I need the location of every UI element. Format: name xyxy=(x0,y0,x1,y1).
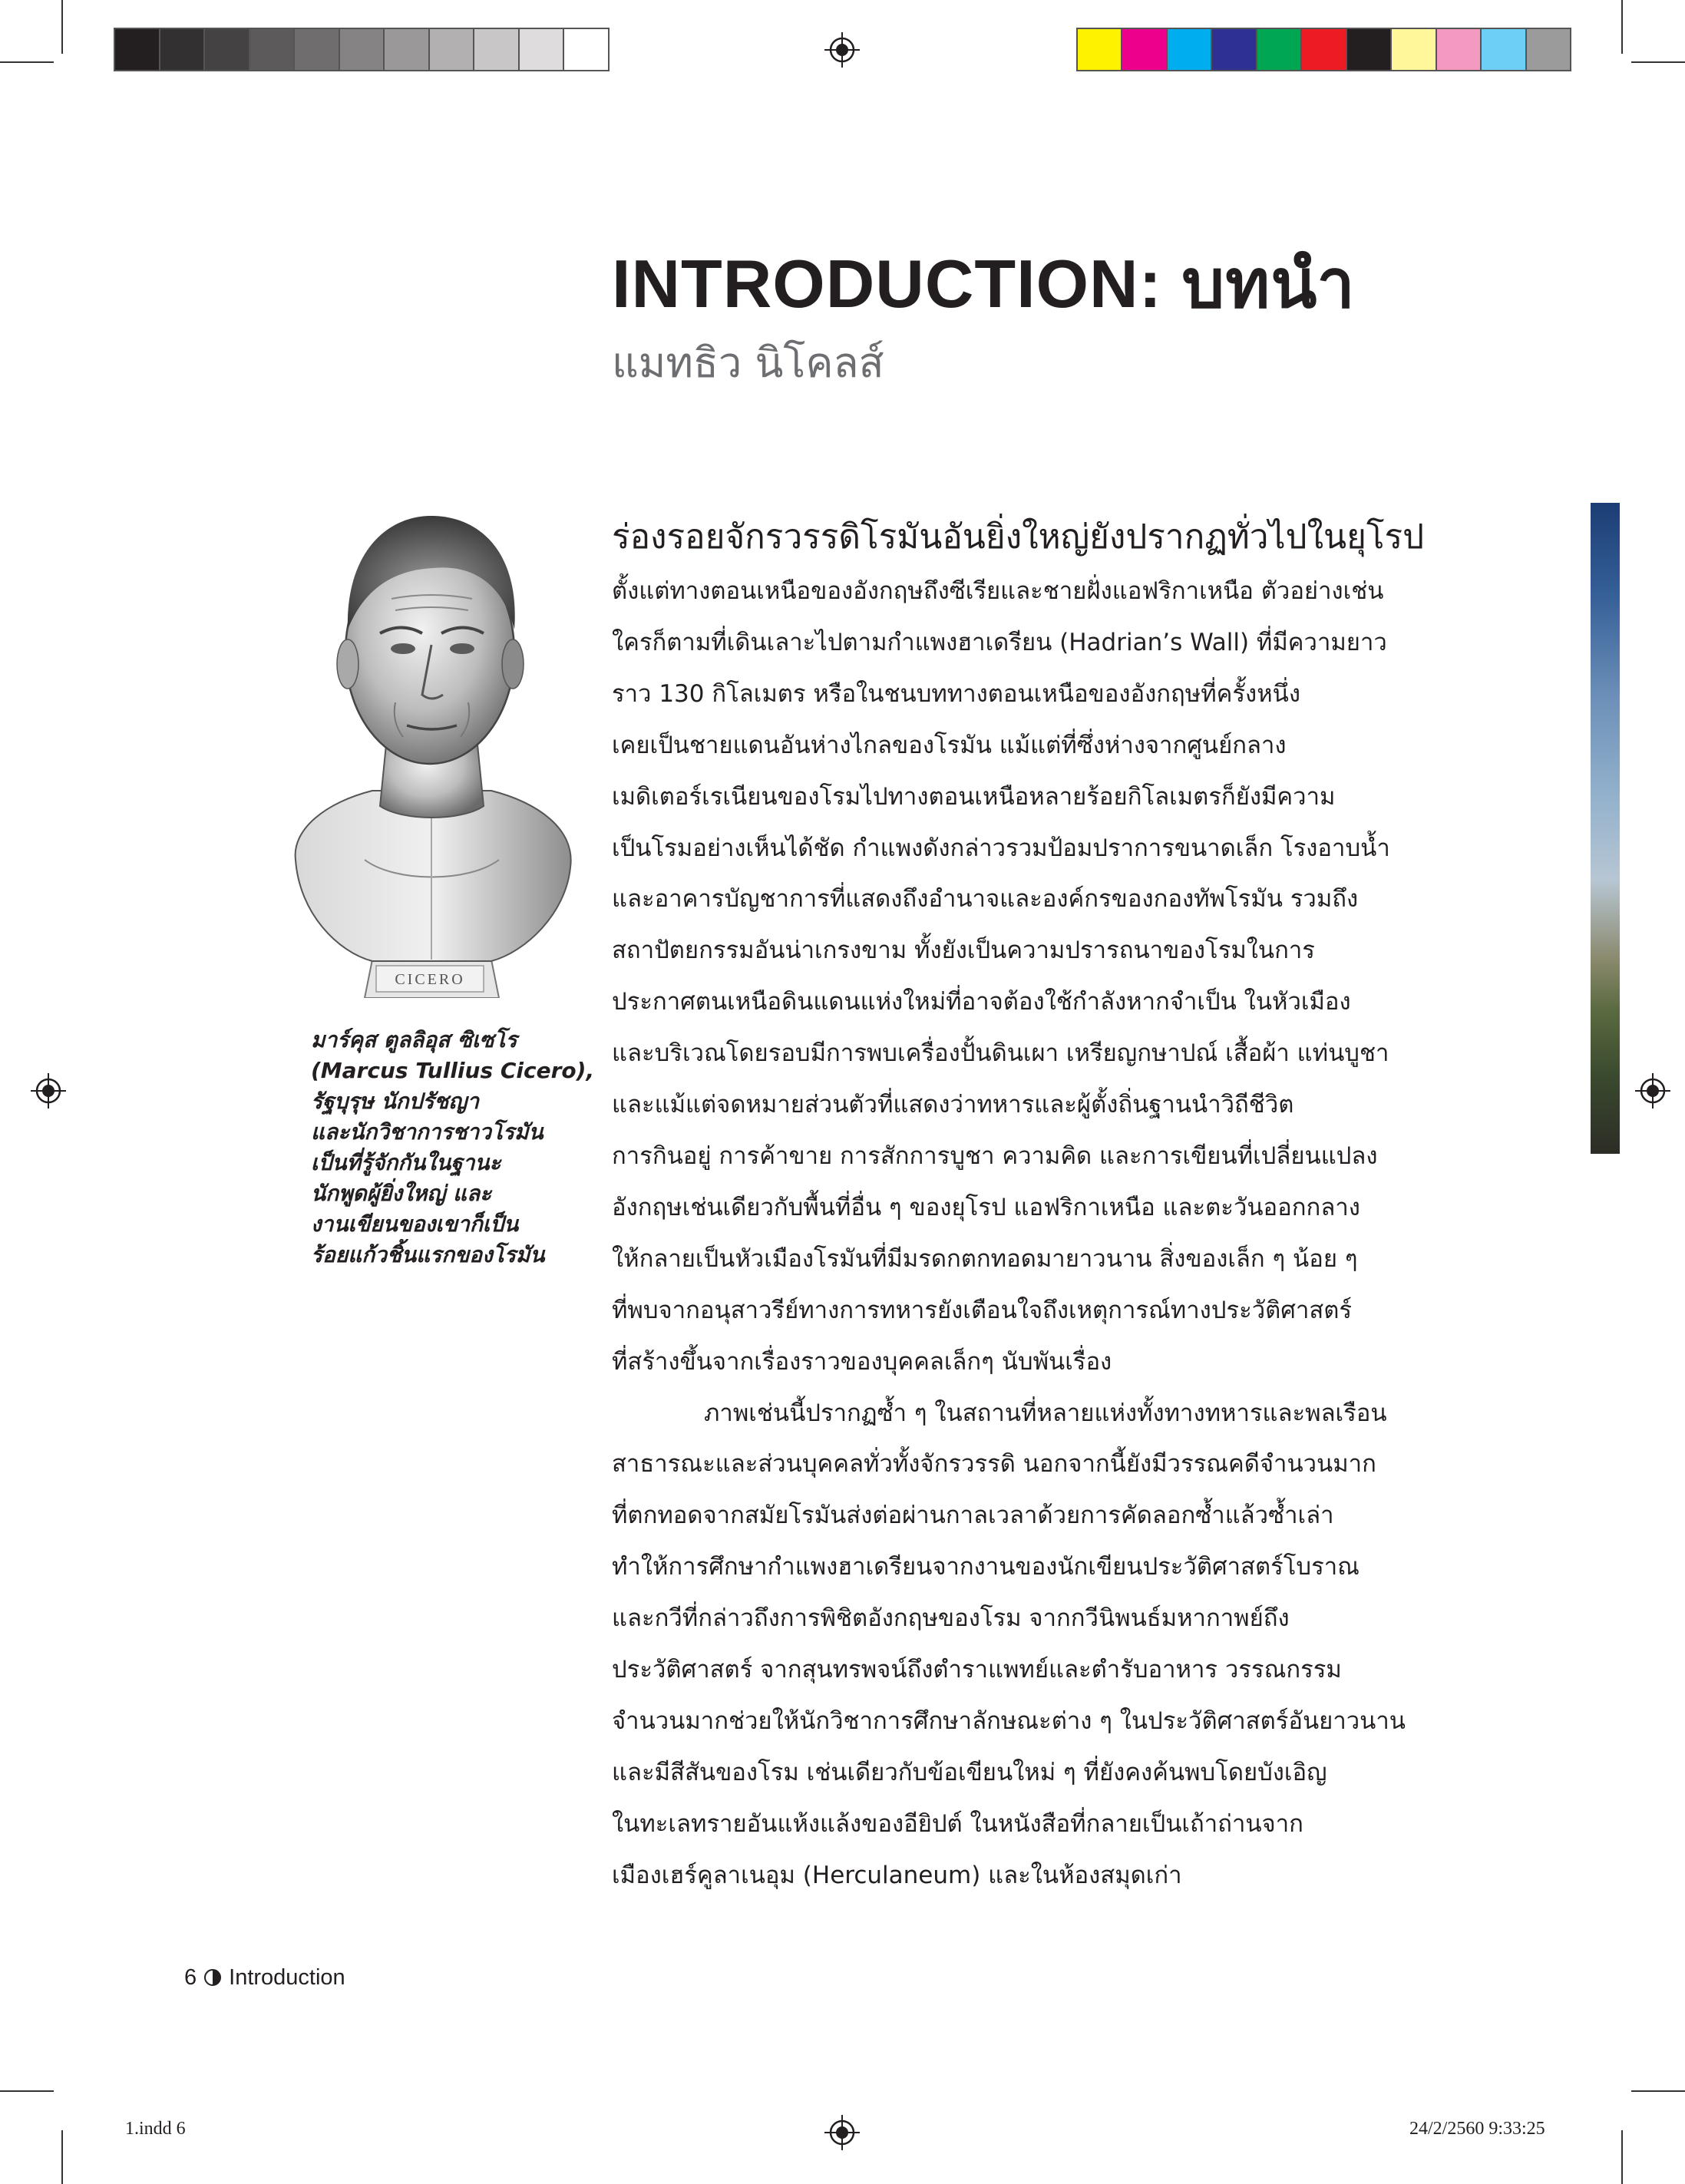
slug-timestamp: 24/2/2560 9:33:25 xyxy=(1409,2119,1545,2139)
author-name: แมทธิว นิโคลส์ xyxy=(612,339,884,387)
body-line: และแม้แต่จดหมายส่วนตัวที่แสดงว่าทหารและผู้ตั้งถิ่นฐานนำวิถีชีวิต xyxy=(612,1091,1294,1119)
color-swatch xyxy=(1527,29,1570,70)
body-line: ราว 130 กิโลเมตร หรือในชนบททางตอนเหนือของอังกฤษที่ครั้งหนึ่ง xyxy=(612,679,1300,708)
body-line: ที่พบจากอนุสาวรีย์ทางการทหารยังเตือนใจถึงเหตุการณ์ทางประวัติศาสตร์ xyxy=(612,1296,1353,1324)
article-body xyxy=(612,566,1483,1902)
body-line: เป็นโรมอย่างเห็นได้ชัด กำแพงดังกล่าวรวมป้อมปราการขนาดเล็ก โรงอาบน้ำ xyxy=(612,834,1390,862)
half-circle-icon xyxy=(204,1969,221,1986)
body-line: ใครก็ตามที่เดินเลาะไปตามกำแพงฮาเดรียน (Hadrian’s Wall) ที่มีความยาว xyxy=(612,628,1387,656)
body-line: ในทะเลทรายอันแห้งแล้งของอียิปต์ ในหนังสือที่กลายเป็นเถ้าถ่านจาก xyxy=(612,1809,1303,1838)
page-folio xyxy=(184,1964,345,1991)
figure-caption xyxy=(311,1025,595,1270)
color-swatch xyxy=(1482,29,1526,70)
body-line: สถาปัตยกรรมอันน่าเกรงขาม ทั้งยังเป็นความปรารถนาของโรมในการ xyxy=(612,937,1315,965)
body-line: และมีสีสันของโรม เช่นเดียวกับข้อเขียนใหม่ ๆ ที่ยังคงค้นพบโดยบังเอิญ xyxy=(612,1758,1327,1786)
registration-mark-icon xyxy=(824,32,860,68)
color-swatch xyxy=(205,29,250,70)
color-swatch xyxy=(1078,29,1122,70)
color-swatch xyxy=(160,29,206,70)
body-line: ตั้งแต่ทางตอนเหนือของอังกฤษถึงซีเรียและชายฝั่งแอฟริกาเหนือ ตัวอย่างเช่น xyxy=(612,577,1384,605)
body-line: ประวัติศาสตร์ จากสุนทรพจน์ถึงตำราแพทย์และตำรับอาหาร วรรณกรรม xyxy=(612,1656,1342,1684)
color-swatch xyxy=(1347,29,1392,70)
crop-mark xyxy=(0,61,54,63)
caption-line: ร้อยแก้วชิ้นแรกของโรมัน xyxy=(311,1242,545,1267)
body-line: จำนวนมากช่วยให้นักวิชาการศึกษาลักษณะต่าง ๆ ในประวัติศาสตร์อันยาวนาน xyxy=(612,1707,1406,1735)
color-swatch xyxy=(430,29,475,70)
crop-mark xyxy=(1631,61,1685,63)
body-line: ทำให้การศึกษากำแพงฮาเดรียนจากงานของนักเขียนประวัติศาสตร์โบราณ xyxy=(612,1553,1360,1581)
color-swatch xyxy=(474,29,520,70)
section-name: Introduction xyxy=(229,1965,345,1990)
body-line: ให้กลายเป็นหัวเมืองโรมันที่มีมรดกตกทอดมายาวนาน สิ่งของเล็ก ๆ น้อย ๆ xyxy=(612,1244,1358,1273)
edge-photo-strip xyxy=(1591,503,1620,1154)
chapter-title: INTRODUCTION: บทนำ xyxy=(612,246,1356,322)
lead-sentence: ร่องรอยจักรวรรดิโรมันอันยิ่งใหญ่ยังปรากฏทั่วไปในยุโรป xyxy=(612,517,1425,557)
caption-line: (Marcus Tullius Cicero), xyxy=(311,1058,595,1083)
crop-mark xyxy=(61,2130,63,2184)
color-swatch xyxy=(340,29,385,70)
body-line: ที่ตกทอดจากสมัยโรมันส่งต่อผ่านกาลเวลาด้วยการคัดลอกซ้ำแล้วซ้ำเล่า xyxy=(612,1502,1334,1530)
color-swatch xyxy=(1257,29,1302,70)
color-swatch xyxy=(1122,29,1167,70)
registration-mark-icon xyxy=(1635,1073,1670,1109)
body-line: และกวีที่กล่าวถึงการพิชิตอังกฤษของโรม จากกวีนิพนธ์มหากาพย์ถึง xyxy=(612,1604,1290,1633)
svg-text:CICERO: CICERO xyxy=(395,971,465,988)
color-swatch xyxy=(250,29,296,70)
cicero-bust-image xyxy=(280,499,583,998)
color-swatch xyxy=(1168,29,1212,70)
crop-mark xyxy=(1631,2090,1685,2092)
registration-mark-icon xyxy=(824,2115,860,2150)
caption-line: รัฐบุรุษ นักปรัชญา xyxy=(311,1089,479,1114)
body-line: เมืองเฮร์คูลาเนอุม (Herculaneum) และในห้องสมุดเก่า xyxy=(612,1861,1182,1889)
body-line: เคยเป็นชายแดนอันห่างไกลของโรมัน แม้แต่ที่ซึ่งห่างจากศูนย์กลาง xyxy=(612,731,1287,759)
body-line: ภาพเช่นนี้ปรากฏซ้ำ ๆ ในสถานที่หลายแห่งทั้งทางทหารและพลเรือน xyxy=(704,1399,1387,1427)
color-swatch xyxy=(295,29,340,70)
caption-line: และนักวิชาการชาวโรมัน xyxy=(311,1119,543,1145)
crop-mark xyxy=(1621,2130,1623,2184)
color-swatch xyxy=(564,29,608,70)
body-line: ประกาศตนเหนือดินแดนแห่งใหม่ที่อาจต้องใช้กำลังหากจำเป็น ในหัวเมือง xyxy=(612,988,1351,1016)
slug-filename: 1.indd 6 xyxy=(125,2119,186,2139)
body-line: และอาคารบัญชาการที่แสดงถึงอำนาจและองค์กรของกองทัพโรมัน รวมถึง xyxy=(612,885,1359,914)
color-swatch xyxy=(1392,29,1436,70)
caption-line: นักพูดผู้ยิ่งใหญ่ และ xyxy=(311,1181,492,1206)
body-line: ที่สร้างขึ้นจากเรื่องราวของบุคคลเล็กๆ นับพันเรื่อง xyxy=(612,1347,1112,1376)
body-line: การกินอยู่ การค้าขาย การสักการบูชา ความคิด และการเขียนที่เปลี่ยนแปลง xyxy=(612,1142,1378,1170)
color-swatch xyxy=(1212,29,1257,70)
page-number: 6 xyxy=(184,1965,197,1990)
body-line: อังกฤษเช่นเดียวกับพื้นที่อื่น ๆ ของยุโรป แอฟริกาเหนือ และตะวันออกกลาง xyxy=(612,1193,1360,1221)
color-control-strip xyxy=(1076,28,1571,71)
color-swatch xyxy=(115,29,160,70)
caption-line: เป็นที่รู้จักกันในฐานะ xyxy=(311,1150,501,1175)
caption-line: งานเขียนของเขาก็เป็น xyxy=(311,1211,519,1237)
crop-mark xyxy=(0,2090,54,2092)
body-line: เมดิเตอร์เรเนียนของโรมไปทางตอนเหนือหลายร้อยกิโลเมตรก็ยังมีความ xyxy=(612,782,1336,811)
body-line: และบริเวณโดยรอบมีการพบเครื่องปั้นดินเผา เหรียญกษาปณ์ เสื้อผ้า แท่นบูชา xyxy=(612,1039,1389,1068)
crop-mark xyxy=(61,0,63,54)
body-line: สาธารณะและส่วนบุคคลทั่วทั้งจักรวรรดิ นอกจากนี้ยังมีวรรณคดีจำนวนมาก xyxy=(612,1450,1376,1479)
crop-mark xyxy=(1621,0,1623,54)
grayscale-control-strip xyxy=(114,28,610,71)
caption-line: มาร์คุส ตูลลิอุส ซิเซโร xyxy=(311,1027,517,1052)
color-swatch xyxy=(520,29,565,70)
color-swatch xyxy=(1302,29,1346,70)
color-swatch xyxy=(385,29,430,70)
registration-mark-icon xyxy=(31,1073,66,1109)
color-swatch xyxy=(1437,29,1482,70)
